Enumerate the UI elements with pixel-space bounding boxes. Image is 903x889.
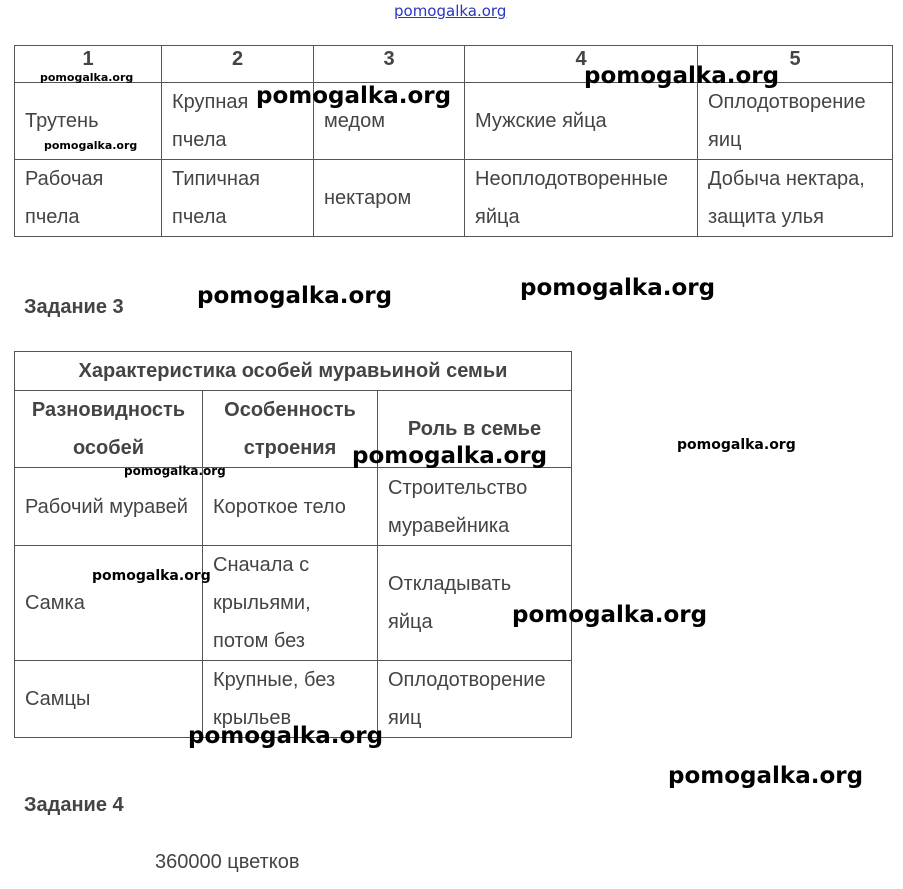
- table-cell: Рабочая пчела: [15, 160, 162, 237]
- column-header: Роль в семье: [378, 391, 572, 468]
- watermark: pomogalka.org: [668, 763, 864, 789]
- table-caption: Характеристика особей муравьиной семьи: [15, 352, 572, 391]
- column-header: Разновидность особей: [15, 391, 203, 468]
- table-cell: Оплодотворение яиц: [378, 661, 572, 738]
- column-header: 5: [698, 46, 893, 83]
- watermark: pomogalka.org: [256, 83, 452, 109]
- watermark: pomogalka.org: [44, 139, 138, 152]
- table-caption-row: [15, 352, 572, 391]
- watermark: pomogalka.org: [40, 71, 134, 84]
- table-cell: медом: [314, 83, 465, 160]
- task4-heading: Задание 4: [24, 794, 124, 816]
- table-cell: Самцы: [15, 661, 203, 738]
- column-header: 1: [15, 46, 162, 83]
- table-row: [15, 160, 893, 237]
- watermark: pomogalka.org: [677, 437, 796, 453]
- watermark: pomogalka.org: [584, 63, 780, 89]
- watermark: pomogalka.org: [188, 723, 384, 749]
- watermark: pomogalka.org: [124, 464, 226, 478]
- site-link[interactable]: pomogalka.org: [394, 2, 507, 20]
- column-header: 4: [465, 46, 698, 83]
- column-header: 3: [314, 46, 465, 83]
- table-cell: нектаром: [314, 160, 465, 237]
- task3-heading: Задание 3: [24, 296, 124, 318]
- ant-family-table: [14, 351, 572, 738]
- watermark: pomogalka.org: [512, 602, 708, 628]
- table-row: [15, 468, 572, 546]
- column-header: Особенность строения: [203, 391, 378, 468]
- table-cell: Оплодотворение яиц: [698, 83, 893, 160]
- table-cell: Неоплодотворенные яйца: [465, 160, 698, 237]
- watermark: pomogalka.org: [92, 568, 211, 584]
- table-row: [15, 546, 572, 661]
- watermark: pomogalka.org: [352, 443, 548, 469]
- table-cell: Типичная пчела: [162, 160, 314, 237]
- task4-answer: 360000 цветков: [155, 851, 300, 873]
- table-cell: Крупная пчела: [162, 83, 314, 160]
- table-cell: Мужские яйца: [465, 83, 698, 160]
- table-cell: Рабочий муравей: [15, 468, 203, 546]
- column-header: 2: [162, 46, 314, 83]
- table-cell: Сначала с крыльями, потом без: [203, 546, 378, 661]
- table-cell: Откладывать яйца: [378, 546, 572, 661]
- table-row: [15, 83, 893, 160]
- watermark: pomogalka.org: [197, 283, 393, 309]
- watermark: pomogalka.org: [520, 275, 716, 301]
- table-cell: Короткое тело: [203, 468, 378, 546]
- table-cell: Трутень: [15, 83, 162, 160]
- table-cell: Крупные, без крыльев: [203, 661, 378, 738]
- table-cell: Строительство муравейника: [378, 468, 572, 546]
- table-cell: Самка: [15, 546, 203, 661]
- table-cell: Добыча нектара, защита улья: [698, 160, 893, 237]
